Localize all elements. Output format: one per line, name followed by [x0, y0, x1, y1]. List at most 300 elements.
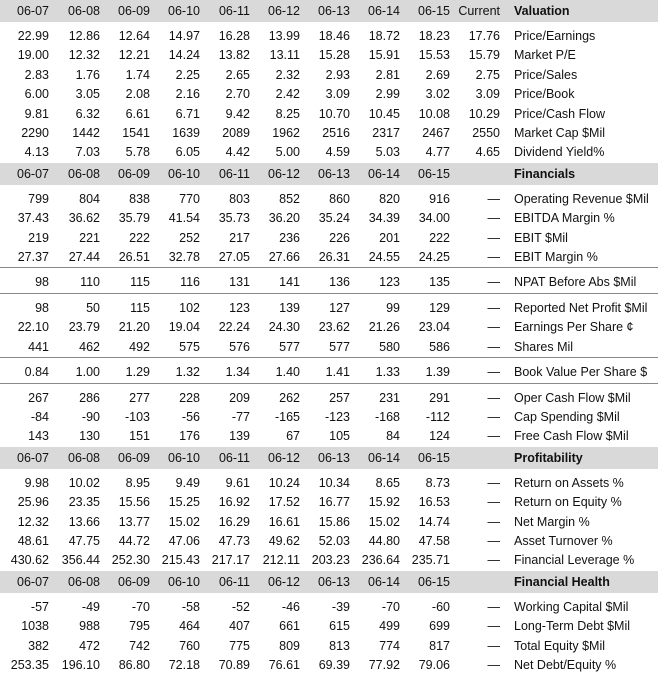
value-cell: 110	[80, 275, 100, 290]
value-cell: 1442	[72, 126, 100, 141]
value-cell: 6.71	[175, 106, 200, 121]
value-cell: 116	[180, 275, 200, 290]
value-cell: 2.32	[275, 67, 300, 82]
value-cell: 5.03	[375, 145, 400, 160]
value-cell: 4.13	[24, 145, 49, 160]
value-cell: 15.53	[418, 48, 450, 63]
value-cell: 2.70	[225, 87, 250, 102]
value-cell: 26.31	[318, 250, 350, 265]
value-cell: 123	[229, 300, 250, 315]
value-cell: 809	[279, 638, 300, 653]
value-cell: 16.53	[418, 495, 450, 510]
value-cell: 176	[179, 429, 200, 444]
value-cell: 5.00	[275, 145, 300, 160]
value-cell: 98	[35, 300, 49, 315]
value-cell: 1.76	[75, 67, 100, 82]
value-cell: 21.26	[368, 320, 400, 335]
section-title: Profitability	[504, 447, 658, 469]
value-cell: 15.56	[118, 495, 150, 510]
value-cell: 15.25	[168, 495, 200, 510]
value-cell: -77	[231, 409, 250, 424]
value-cell: 1.32	[175, 365, 200, 380]
current-value-cell: —	[487, 365, 500, 380]
column-header-period: 06-09	[102, 0, 152, 22]
value-cell: 817	[429, 638, 450, 653]
row-label: Asset Turnover %	[514, 533, 613, 548]
column-header-current: Current	[452, 0, 504, 22]
row-label: Price/Earnings	[514, 29, 596, 43]
current-value-cell: —	[487, 429, 500, 444]
column-header-period: 06-14	[352, 571, 402, 593]
value-cell: 22.99	[17, 29, 49, 43]
value-cell: 2467	[422, 126, 450, 141]
value-cell: 382	[28, 638, 49, 653]
column-header-period: 06-12	[252, 0, 302, 22]
value-cell: 1.74	[125, 67, 150, 82]
value-cell: 50	[86, 300, 100, 315]
value-cell: 23.35	[68, 495, 100, 510]
column-header-period: 06-08	[51, 447, 102, 469]
row-label: Cap Spending $Mil	[514, 409, 620, 424]
value-cell: 236	[279, 230, 300, 245]
column-header-current	[452, 163, 504, 185]
row-label: Book Value Per Share $	[514, 365, 648, 380]
value-cell: 12.32	[68, 48, 100, 63]
value-cell: 221	[79, 230, 100, 245]
value-cell: 3.05	[75, 87, 100, 102]
current-value-cell: —	[487, 657, 500, 672]
value-cell: 212.11	[262, 553, 300, 568]
column-header-period: 06-10	[152, 447, 202, 469]
value-cell: 2317	[372, 126, 400, 141]
value-cell: 136	[329, 275, 350, 290]
value-cell: 2.81	[375, 67, 400, 82]
value-cell: 10.45	[368, 106, 400, 121]
value-cell: 4.77	[425, 145, 450, 160]
table-row	[0, 598, 658, 617]
value-cell: 215.43	[161, 553, 200, 568]
column-header-period: 06-11	[202, 571, 252, 593]
value-cell: 36.62	[68, 211, 100, 226]
row-label: Shares Mil	[514, 339, 574, 354]
value-cell: 262	[279, 390, 300, 405]
current-value-cell: —	[487, 300, 500, 315]
value-cell: 257	[329, 390, 350, 405]
row-label: Reported Net Profit $Mil	[514, 300, 648, 315]
current-value-cell: 10.29	[468, 106, 500, 121]
value-cell: 41.54	[168, 211, 200, 226]
value-cell: 151	[129, 429, 150, 444]
value-cell: 8.95	[125, 475, 150, 490]
value-cell: 464	[179, 619, 200, 634]
value-cell: 219	[28, 230, 49, 245]
value-cell: 13.66	[68, 514, 100, 529]
value-cell: 277	[129, 390, 150, 405]
value-cell: 86.80	[118, 657, 150, 672]
table-row	[0, 46, 658, 65]
value-cell: 17.52	[268, 495, 300, 510]
value-cell: 916	[429, 191, 450, 206]
current-value-cell: —	[487, 514, 500, 529]
table-row	[0, 273, 658, 293]
value-cell: 2.93	[325, 67, 350, 82]
table-row	[0, 209, 658, 228]
value-cell: 795	[129, 619, 150, 634]
row-label: Return on Equity %	[514, 495, 622, 510]
value-cell: 47.73	[218, 533, 250, 548]
value-cell: -84	[30, 409, 49, 424]
value-cell: 130	[79, 429, 100, 444]
row-label: EBIT $Mil	[514, 230, 568, 245]
value-cell: 838	[129, 191, 150, 206]
value-cell: 14.24	[168, 48, 200, 63]
column-header-period: 06-10	[152, 571, 202, 593]
table-row	[0, 656, 658, 675]
value-cell: 661	[279, 619, 300, 634]
value-cell: -39	[331, 599, 350, 614]
value-cell: 79.06	[418, 657, 450, 672]
value-cell: 5.78	[125, 145, 150, 160]
value-cell: 8.65	[375, 475, 400, 490]
value-cell: 231	[379, 390, 400, 405]
row-label: Oper Cash Flow $Mil	[514, 390, 631, 405]
value-cell: 12.32	[17, 514, 49, 529]
value-cell: 760	[179, 638, 200, 653]
value-cell: 9.42	[225, 106, 250, 121]
section-title: Financials	[504, 163, 658, 185]
value-cell: 4.59	[325, 145, 350, 160]
value-cell: 1639	[172, 126, 200, 141]
value-cell: 577	[279, 339, 300, 354]
value-cell: 1038	[21, 619, 49, 634]
value-cell: 462	[79, 339, 100, 354]
current-value-cell: —	[487, 320, 500, 335]
current-value-cell: —	[487, 230, 500, 245]
row-label: Return on Assets %	[514, 475, 624, 490]
current-value-cell: —	[487, 390, 500, 405]
value-cell: -168	[374, 409, 400, 424]
value-cell: 16.77	[318, 495, 350, 510]
table-row	[0, 143, 658, 162]
row-label: EBITDA Margin %	[514, 211, 615, 226]
value-cell: 12.64	[118, 29, 150, 43]
value-cell: 15.28	[318, 48, 350, 63]
row-label: Operating Revenue $Mil	[514, 191, 649, 206]
column-header-period: 06-10	[152, 163, 202, 185]
value-cell: 988	[79, 619, 100, 634]
table-row	[0, 408, 658, 427]
value-cell: 12.86	[68, 29, 100, 43]
value-cell: 1.34	[225, 365, 250, 380]
value-cell: 21.20	[118, 320, 150, 335]
column-header-period: 06-07	[0, 0, 51, 22]
column-header-period: 06-14	[352, 447, 402, 469]
row-label: EBIT Margin %	[514, 250, 598, 265]
value-cell: 803	[229, 191, 250, 206]
current-value-cell: —	[487, 638, 500, 653]
value-cell: 804	[79, 191, 100, 206]
value-cell: 18.23	[418, 29, 450, 43]
value-cell: 47.58	[418, 533, 450, 548]
table-row	[0, 532, 658, 551]
value-cell: 34.00	[418, 211, 450, 226]
current-value-cell: 15.79	[468, 48, 500, 63]
table-row	[0, 493, 658, 512]
value-cell: 6.00	[24, 87, 49, 102]
column-header-period: 06-08	[51, 571, 102, 593]
value-cell: 35.73	[218, 211, 250, 226]
value-cell: 15.86	[318, 514, 350, 529]
value-cell: 2.83	[24, 67, 49, 82]
table-row	[0, 27, 658, 46]
value-cell: 2.69	[425, 67, 450, 82]
current-value-cell: 2550	[472, 126, 500, 141]
value-cell: 24.55	[368, 250, 400, 265]
value-cell: 70.89	[218, 657, 250, 672]
value-cell: 84	[386, 429, 400, 444]
value-cell: 127	[329, 300, 350, 315]
value-cell: 2290	[21, 126, 49, 141]
current-value-cell: —	[487, 409, 500, 424]
column-header-period: 06-15	[402, 0, 452, 22]
table-row	[0, 229, 658, 248]
value-cell: 774	[379, 638, 400, 653]
value-cell: 135	[429, 275, 450, 290]
value-cell: 27.44	[68, 250, 100, 265]
value-cell: 12.21	[118, 48, 150, 63]
value-cell: 15.92	[368, 495, 400, 510]
value-cell: 0.84	[24, 365, 49, 380]
value-cell: 6.32	[75, 106, 100, 121]
value-cell: 742	[129, 638, 150, 653]
current-value-cell: —	[487, 619, 500, 634]
value-cell: -58	[181, 599, 200, 614]
table-row	[0, 637, 658, 656]
value-cell: 44.80	[368, 533, 400, 548]
value-cell: 48.61	[17, 533, 49, 548]
value-cell: 492	[129, 339, 150, 354]
value-cell: -165	[274, 409, 300, 424]
current-value-cell: —	[487, 599, 500, 614]
value-cell: 14.97	[168, 29, 200, 43]
value-cell: 228	[179, 390, 200, 405]
row-label: Free Cash Flow $Mil	[514, 429, 629, 444]
current-value-cell: —	[487, 495, 500, 510]
table-row	[0, 363, 658, 383]
value-cell: 253.35	[10, 657, 49, 672]
value-cell: 34.39	[368, 211, 400, 226]
value-cell: 47.06	[168, 533, 200, 548]
value-cell: 291	[429, 390, 450, 405]
column-header-period: 06-15	[402, 163, 452, 185]
section-title: Valuation	[504, 0, 658, 22]
column-header-period: 06-12	[252, 571, 302, 593]
current-value-cell: 2.75	[475, 67, 500, 82]
row-label: Price/Sales	[514, 67, 578, 82]
row-label: Total Equity $Mil	[514, 638, 606, 653]
table-row	[0, 551, 658, 570]
column-header-current	[452, 447, 504, 469]
value-cell: 72.18	[168, 657, 200, 672]
column-header-period: 06-13	[302, 0, 352, 22]
value-cell: 13.11	[269, 48, 300, 63]
value-cell: 7.03	[75, 145, 100, 160]
column-header-period: 06-09	[102, 447, 152, 469]
value-cell: 407	[229, 619, 250, 634]
value-cell: 472	[79, 638, 100, 653]
table-row	[0, 389, 658, 408]
value-cell: -60	[431, 599, 450, 614]
value-cell: 580	[379, 339, 400, 354]
value-cell: 19.00	[17, 48, 49, 63]
value-cell: 1.39	[425, 365, 450, 380]
value-cell: 9.61	[225, 475, 250, 490]
column-header-period: 06-15	[402, 571, 452, 593]
row-label: Market P/E	[514, 48, 576, 63]
table-row	[0, 66, 658, 85]
value-cell: 9.81	[24, 106, 49, 121]
value-cell: -103	[124, 409, 150, 424]
value-cell: -123	[324, 409, 350, 424]
current-value-cell: 17.76	[468, 29, 500, 43]
value-cell: 356.44	[61, 553, 100, 568]
table-row	[0, 318, 658, 337]
column-header-period: 06-08	[51, 0, 102, 22]
value-cell: 2.25	[175, 67, 200, 82]
value-cell: 19.04	[168, 320, 200, 335]
value-cell: 575	[179, 339, 200, 354]
value-cell: 14.74	[418, 514, 450, 529]
table-row	[0, 427, 658, 446]
value-cell: 49.62	[268, 533, 300, 548]
value-cell: 9.49	[175, 475, 200, 490]
column-header-period: 06-09	[102, 571, 152, 593]
value-cell: 1.33	[375, 365, 400, 380]
value-cell: 35.24	[318, 211, 350, 226]
column-header-period: 06-11	[202, 447, 252, 469]
value-cell: 2.08	[125, 87, 150, 102]
value-cell: 13.99	[268, 29, 300, 43]
value-cell: 37.43	[17, 211, 49, 226]
row-label: Price/Book	[514, 87, 575, 102]
value-cell: 27.37	[17, 250, 49, 265]
value-cell: 2.99	[375, 87, 400, 102]
section-header-financials	[0, 163, 658, 185]
value-cell: 2089	[222, 126, 250, 141]
table-row	[0, 190, 658, 209]
value-cell: 23.79	[68, 320, 100, 335]
column-header-period: 06-11	[202, 163, 252, 185]
value-cell: 16.28	[218, 29, 250, 43]
current-value-cell: —	[487, 475, 500, 490]
value-cell: 26.51	[118, 250, 150, 265]
column-header-period: 06-15	[402, 447, 452, 469]
table-row	[0, 474, 658, 493]
value-cell: 102	[179, 300, 200, 315]
column-header-period: 06-13	[302, 163, 352, 185]
value-cell: 6.61	[125, 106, 150, 121]
value-cell: 201	[379, 230, 400, 245]
value-cell: 15.91	[368, 48, 400, 63]
value-cell: 23.62	[318, 320, 350, 335]
table-row	[0, 85, 658, 104]
value-cell: 8.73	[425, 475, 450, 490]
value-cell: 852	[279, 191, 300, 206]
value-cell: 105	[329, 429, 350, 444]
value-cell: 4.42	[225, 145, 250, 160]
value-cell: 10.02	[68, 475, 100, 490]
value-cell: 775	[229, 638, 250, 653]
section-header-financial-health	[0, 571, 658, 593]
value-cell: 27.05	[218, 250, 250, 265]
value-cell: 129	[429, 300, 450, 315]
row-label: NPAT Before Abs $Mil	[514, 275, 637, 290]
column-header-current	[452, 571, 504, 593]
value-cell: 15.02	[368, 514, 400, 529]
row-label: Market Cap $Mil	[514, 126, 605, 141]
value-cell: 820	[379, 191, 400, 206]
value-cell: 123	[379, 275, 400, 290]
value-cell: 141	[279, 275, 300, 290]
table-row	[0, 124, 658, 143]
value-cell: 226	[329, 230, 350, 245]
value-cell: 222	[129, 230, 150, 245]
value-cell: 2.16	[175, 87, 200, 102]
column-header-period: 06-14	[352, 163, 402, 185]
value-cell: 18.46	[318, 29, 350, 43]
value-cell: 32.78	[168, 250, 200, 265]
row-label: Financial Leverage %	[514, 553, 635, 568]
value-cell: 22.10	[17, 320, 49, 335]
value-cell: 13.82	[218, 48, 250, 63]
value-cell: 47.75	[68, 533, 100, 548]
value-cell: 576	[229, 339, 250, 354]
table-row	[0, 248, 658, 268]
row-label: Dividend Yield%	[514, 145, 605, 160]
value-cell: 3.02	[425, 87, 450, 102]
column-header-period: 06-12	[252, 447, 302, 469]
value-cell: 770	[179, 191, 200, 206]
value-cell: 9.98	[24, 475, 49, 490]
value-cell: 131	[229, 275, 250, 290]
table-row	[0, 513, 658, 532]
value-cell: 286	[79, 390, 100, 405]
column-header-period: 06-11	[202, 0, 252, 22]
value-cell: 577	[329, 339, 350, 354]
value-cell: 10.08	[418, 106, 450, 121]
value-cell: 18.72	[368, 29, 400, 43]
value-cell: 209	[229, 390, 250, 405]
value-cell: 77.92	[368, 657, 400, 672]
value-cell: 16.92	[218, 495, 250, 510]
current-value-cell: —	[487, 250, 500, 265]
column-header-period: 06-13	[302, 447, 352, 469]
value-cell: 813	[329, 638, 350, 653]
row-label: Long-Term Debt $Mil	[514, 619, 631, 634]
column-header-period: 06-07	[0, 447, 51, 469]
value-cell: -112	[425, 409, 450, 424]
value-cell: 217.17	[211, 553, 250, 568]
column-header-period: 06-13	[302, 571, 352, 593]
value-cell: 615	[329, 619, 350, 634]
value-cell: 1.00	[75, 365, 100, 380]
value-cell: 52.03	[318, 533, 350, 548]
value-cell: 35.79	[118, 211, 150, 226]
value-cell: 139	[279, 300, 300, 315]
value-cell: 24.30	[268, 320, 300, 335]
value-cell: 143	[28, 429, 49, 444]
current-value-cell: —	[487, 533, 500, 548]
